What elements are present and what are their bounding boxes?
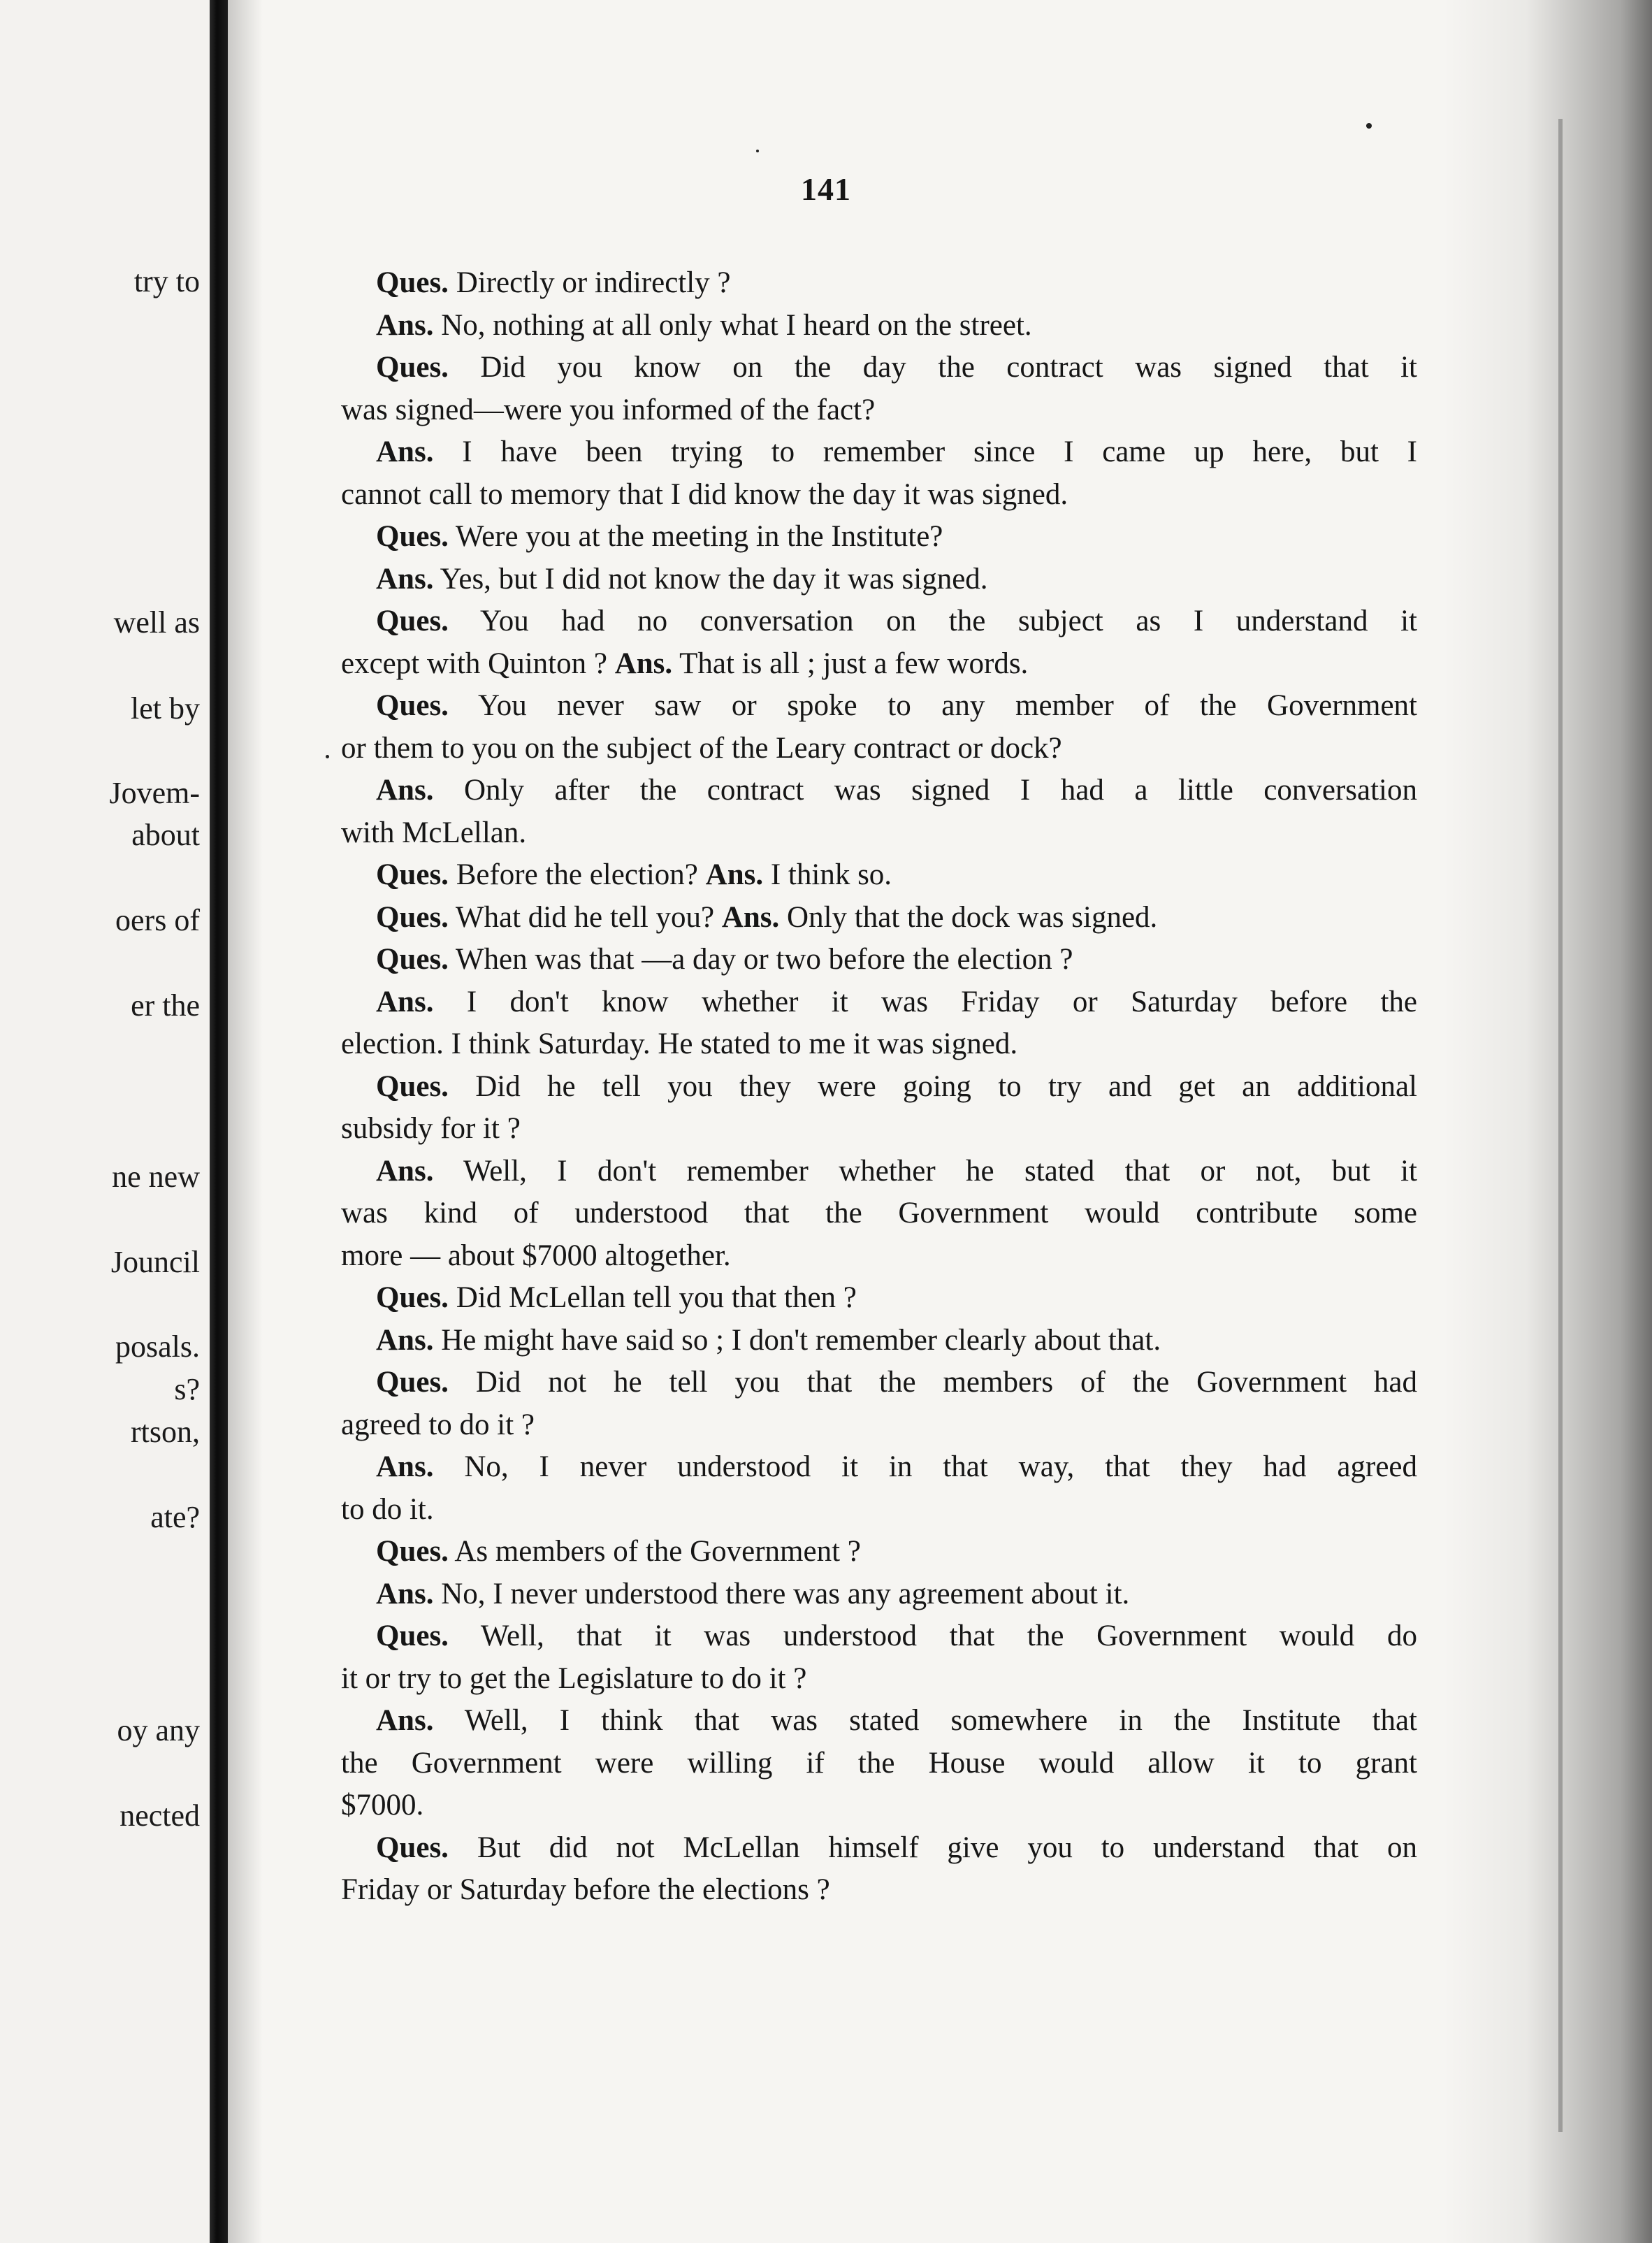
text-line bbox=[341, 516, 1417, 558]
facing-page-word: s? bbox=[174, 1372, 200, 1406]
text-line bbox=[341, 1784, 1417, 1827]
facing-page-fragment bbox=[0, 0, 210, 2243]
text-line bbox=[341, 897, 1417, 939]
line-text: But did not McLellan himself give you to understand that on bbox=[477, 1831, 1417, 1864]
text-line bbox=[341, 981, 1417, 1024]
line-text: That is all ; just a few words. bbox=[679, 647, 1029, 680]
line-text: I think so. bbox=[770, 858, 892, 891]
line-text: more — about $7000 altogether. bbox=[341, 1239, 731, 1272]
line-text: Did not he tell you that the members of the Government had bbox=[475, 1366, 1417, 1399]
line-text: Only after the contract was signed I had a little conversation bbox=[463, 774, 1417, 807]
line-text: I don't know whether it was Friday or Saturday before the bbox=[466, 985, 1417, 1018]
speaker-label: Ques. bbox=[376, 1535, 449, 1568]
text-line bbox=[341, 1658, 1417, 1701]
line-text: Only that the dock was signed. bbox=[787, 900, 1158, 934]
text-line bbox=[341, 600, 1417, 643]
facing-page-word: posals. bbox=[115, 1329, 200, 1364]
line-text: What did he tell you? bbox=[455, 900, 715, 934]
line-text: Well, I don't remember whether he stated that or not, but it bbox=[463, 1154, 1417, 1188]
line-text: agreed to do it ? bbox=[341, 1408, 535, 1441]
text-line bbox=[341, 1489, 1417, 1531]
text-line bbox=[341, 1446, 1417, 1489]
speaker-label: Ques. bbox=[376, 1831, 449, 1864]
text-line bbox=[341, 939, 1417, 981]
speaker-label: Ques. bbox=[376, 351, 449, 384]
line-text: was kind of understood that the Government would contribute some bbox=[341, 1197, 1417, 1229]
text-line bbox=[341, 770, 1417, 812]
speaker-label: Ans. bbox=[376, 1577, 434, 1610]
text-line bbox=[341, 389, 1417, 432]
text-line bbox=[341, 1023, 1417, 1066]
line-text: election. I think Saturday. He stated to me it was signed. bbox=[341, 1027, 1018, 1060]
text-line bbox=[341, 558, 1417, 601]
facing-page-word: about bbox=[131, 818, 200, 852]
speaker-label: Ans. bbox=[376, 1704, 434, 1737]
text-line bbox=[341, 1362, 1417, 1404]
text-line bbox=[341, 1615, 1417, 1658]
facing-page-word: oy any bbox=[117, 1713, 200, 1747]
speaker-label: Ques. bbox=[376, 943, 449, 976]
text-line bbox=[341, 305, 1417, 347]
facing-page-word: nected bbox=[119, 1798, 200, 1833]
line-text: with McLellan. bbox=[341, 816, 527, 849]
speaker-label: Ques. bbox=[376, 689, 449, 722]
text-line bbox=[341, 1277, 1417, 1320]
line-text: Did McLellan tell you that then ? bbox=[456, 1281, 857, 1314]
facing-page-word: ate? bbox=[150, 1500, 200, 1534]
speaker-label: Ans. bbox=[376, 562, 434, 596]
speaker-label: Ans. bbox=[376, 435, 434, 468]
text-line bbox=[341, 1827, 1417, 1870]
line-text: Did he tell you they were going to try and get an additional bbox=[475, 1069, 1417, 1103]
line-text: Yes, but I did not know the day it was signed. bbox=[440, 562, 988, 596]
speaker-label: Ans. bbox=[376, 1450, 434, 1483]
speaker-label: Ans. bbox=[376, 985, 434, 1018]
text-line bbox=[341, 1066, 1417, 1109]
line-text: subsidy for it ? bbox=[341, 1112, 521, 1145]
speaker-label: Ques. bbox=[376, 900, 449, 934]
line-text: or them to you on the subject of the Leary contract or dock? bbox=[341, 731, 1062, 765]
text-line bbox=[341, 1743, 1417, 1785]
text-line bbox=[341, 685, 1417, 728]
speaker-label: Ans. bbox=[376, 1323, 434, 1357]
speaker-label: Ans. bbox=[705, 858, 764, 891]
facing-page-word: well as bbox=[113, 605, 200, 640]
text-line bbox=[341, 854, 1417, 897]
line-text: No, nothing at all only what I heard on the street. bbox=[441, 308, 1032, 342]
speaker-label: Ques. bbox=[376, 858, 449, 891]
facing-page-word: Jouncil bbox=[110, 1245, 200, 1279]
line-text: You never saw or spoke to any member of the Government bbox=[477, 689, 1417, 722]
line-text: it or try to get the Legislature to do it ? bbox=[341, 1661, 807, 1695]
line-text: the Government were willing if the House would allow it to grant bbox=[341, 1746, 1417, 1780]
text-line bbox=[341, 431, 1417, 474]
ink-speck bbox=[756, 150, 759, 152]
line-text: No, I never understood there was any agreement about it. bbox=[441, 1577, 1130, 1610]
gutter-shadow bbox=[228, 0, 263, 2243]
facing-page-word: let by bbox=[131, 691, 200, 726]
line-text: As members of the Government ? bbox=[454, 1535, 861, 1568]
speaker-label: Ans. bbox=[376, 1154, 434, 1188]
line-text: Friday or Saturday before the elections ? bbox=[341, 1873, 830, 1906]
facing-page-word: rtson, bbox=[131, 1415, 200, 1449]
page-number: 141 bbox=[801, 171, 851, 207]
text-line bbox=[341, 1531, 1417, 1573]
speaker-label: Ques. bbox=[376, 1366, 449, 1399]
speaker-label: Ans. bbox=[614, 647, 673, 680]
line-text: When was that —a day or two before the election ? bbox=[455, 943, 1073, 976]
speaker-label: Ques. bbox=[376, 266, 449, 299]
text-line bbox=[341, 643, 1417, 686]
speaker-label: Ques. bbox=[376, 605, 449, 637]
facing-page-word: Jovem- bbox=[109, 776, 200, 810]
text-line bbox=[341, 1404, 1417, 1447]
text-line bbox=[341, 1192, 1417, 1235]
facing-page-word: er the bbox=[131, 988, 200, 1023]
line-text: to do it. bbox=[341, 1492, 434, 1526]
speaker-label: Ques. bbox=[376, 1620, 449, 1652]
text-line bbox=[341, 1151, 1417, 1193]
ink-speck bbox=[1366, 123, 1372, 129]
speaker-label: Ans. bbox=[376, 308, 434, 342]
line-text: I have been trying to remember since I came up here, but I bbox=[462, 435, 1417, 468]
line-text: Were you at the meeting in the Institute? bbox=[455, 520, 943, 553]
text-line bbox=[341, 262, 1417, 305]
binding-gutter bbox=[210, 0, 228, 2243]
facing-page-word: ne new bbox=[112, 1160, 200, 1194]
line-text: Did you know on the day the contract was signed that it bbox=[480, 351, 1417, 384]
ink-speck bbox=[326, 755, 329, 758]
line-text: No, I never understood it in that way, that they had agreed bbox=[464, 1450, 1417, 1483]
text-line bbox=[341, 1573, 1417, 1616]
text-line bbox=[341, 1700, 1417, 1743]
speaker-label: Ans. bbox=[721, 900, 780, 934]
speaker-label: Ques. bbox=[376, 520, 449, 553]
text-line bbox=[341, 728, 1417, 770]
testimony-text bbox=[341, 262, 1417, 1912]
text-line bbox=[341, 1108, 1417, 1151]
text-line bbox=[341, 812, 1417, 855]
line-text: He might have said so ; I don't remember clearly about that. bbox=[441, 1323, 1161, 1357]
page-edge-shadow bbox=[1442, 0, 1652, 2243]
facing-page-word: try to bbox=[133, 264, 200, 298]
line-text: except with Quinton ? bbox=[341, 647, 607, 680]
speaker-label: Ans. bbox=[376, 774, 434, 807]
text-line bbox=[341, 474, 1417, 517]
text-line bbox=[341, 1320, 1417, 1362]
line-text: You had no conversation on the subject as I understand it bbox=[480, 605, 1417, 637]
text-line bbox=[341, 1869, 1417, 1912]
speaker-label: Ques. bbox=[376, 1069, 449, 1103]
facing-page-word: oers of bbox=[115, 903, 200, 937]
line-text: was signed—were you informed of the fact? bbox=[341, 393, 876, 426]
line-text: Directly or indirectly ? bbox=[456, 266, 731, 299]
line-text: Before the election? bbox=[456, 858, 698, 891]
text-line bbox=[341, 347, 1417, 389]
line-text: $7000. bbox=[341, 1789, 424, 1822]
line-text: Well, I think that was stated somewhere in the Institute that bbox=[464, 1704, 1417, 1737]
text-line bbox=[341, 1235, 1417, 1278]
speaker-label: Ques. bbox=[376, 1281, 449, 1314]
line-text: Well, that it was understood that the Government would do bbox=[480, 1620, 1417, 1652]
page-edge-line bbox=[1558, 119, 1563, 2132]
line-text: cannot call to memory that I did know the day it was signed. bbox=[341, 477, 1068, 511]
